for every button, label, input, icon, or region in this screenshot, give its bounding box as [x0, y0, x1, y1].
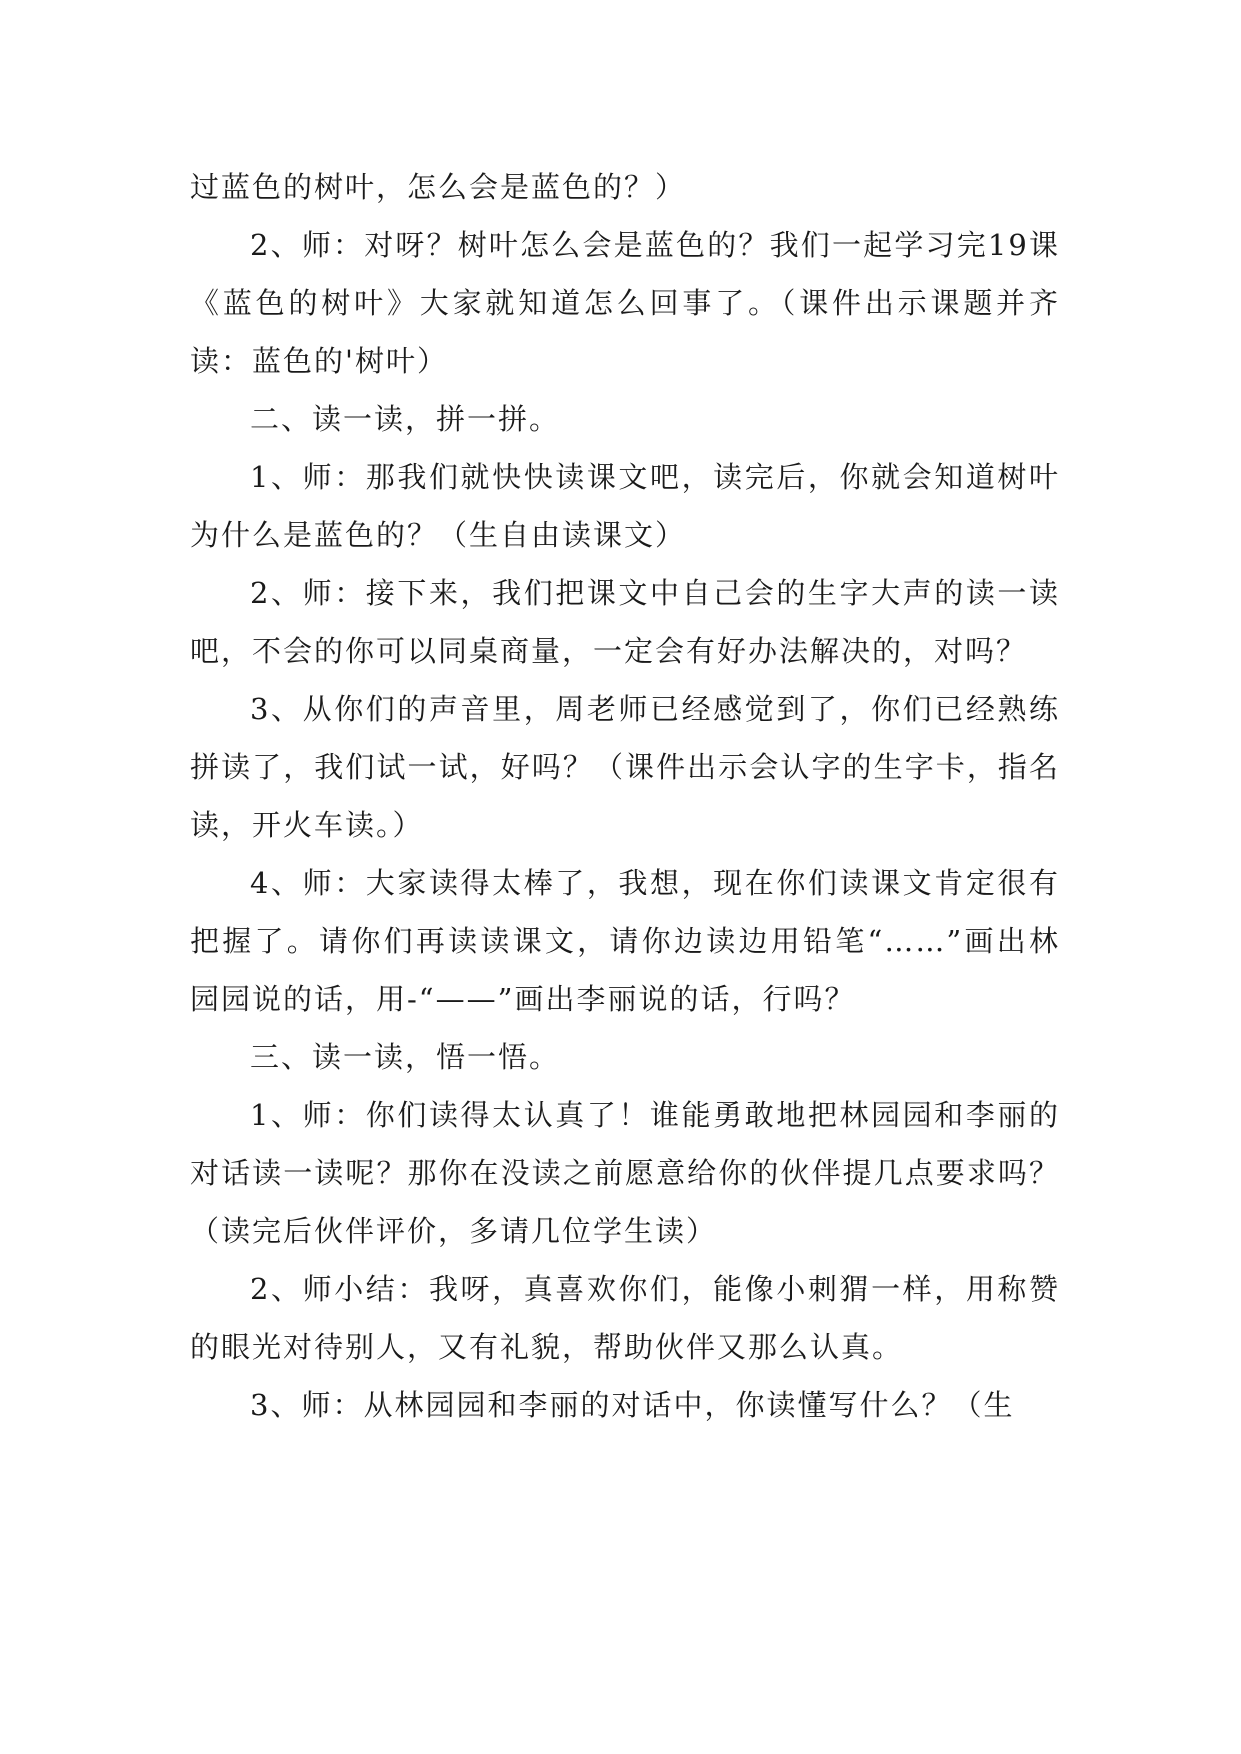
- paragraph-4: 1、师：那我们就快快读课文吧，读完后，你就会知道树叶为什么是蓝色的？（生自由读课文）: [190, 460, 1060, 552]
- paragraph-5: 2、师：接下来，我们把课文中自己会的生字大声的读一读吧，不会的你可以同桌商量，一定会有好办法解决的，对吗？: [190, 576, 1060, 668]
- section-heading-read-spell: 二、读一读，拼一拼。: [250, 402, 561, 436]
- paragraph-7: 4、师：大家读得太棒了，我想，现在你们读课文肯定很有把握了。请你们再读读课文，请你边读边用铅笔“……”画出林园园说的话，用-“——”画出李丽说的话，行吗？: [190, 866, 1060, 1016]
- document-body: [190, 158, 1060, 1434]
- section-heading-read-understand: 三、读一读，悟一悟。: [250, 1040, 561, 1074]
- paragraph-9: 1、师：你们读得太认真了！谁能勇敢地把林园园和李丽的对话读一读呢？那你在没读之前愿意给你的伙伴提几点要求吗？（读完后伙伴评价，多请几位学生读）: [190, 1098, 1060, 1248]
- paragraph-1: 过蓝色的树叶，怎么会是蓝色的？）: [190, 170, 687, 204]
- paragraph-10: 2、师小结：我呀，真喜欢你们，能像小刺猬一样，用称赞的眼光对待别人，又有礼貌，帮助伙伴又那么认真。: [190, 1272, 1060, 1364]
- paragraph-2: 2、师：对呀？树叶怎么会是蓝色的？我们一起学习完19课《蓝色的树叶》大家就知道怎么回事了。（课件出示课题并齐读：蓝色的'树叶）: [190, 228, 1060, 378]
- paragraph-11: 3、师：从林园园和李丽的对话中，你读懂写什么？（生: [250, 1388, 1015, 1422]
- paragraph-6: 3、从你们的声音里，周老师已经感觉到了，你们已经熟练拼读了，我们试一试，好吗？（课件出示会认字的生字卡，指名读，开火车读。）: [190, 692, 1060, 842]
